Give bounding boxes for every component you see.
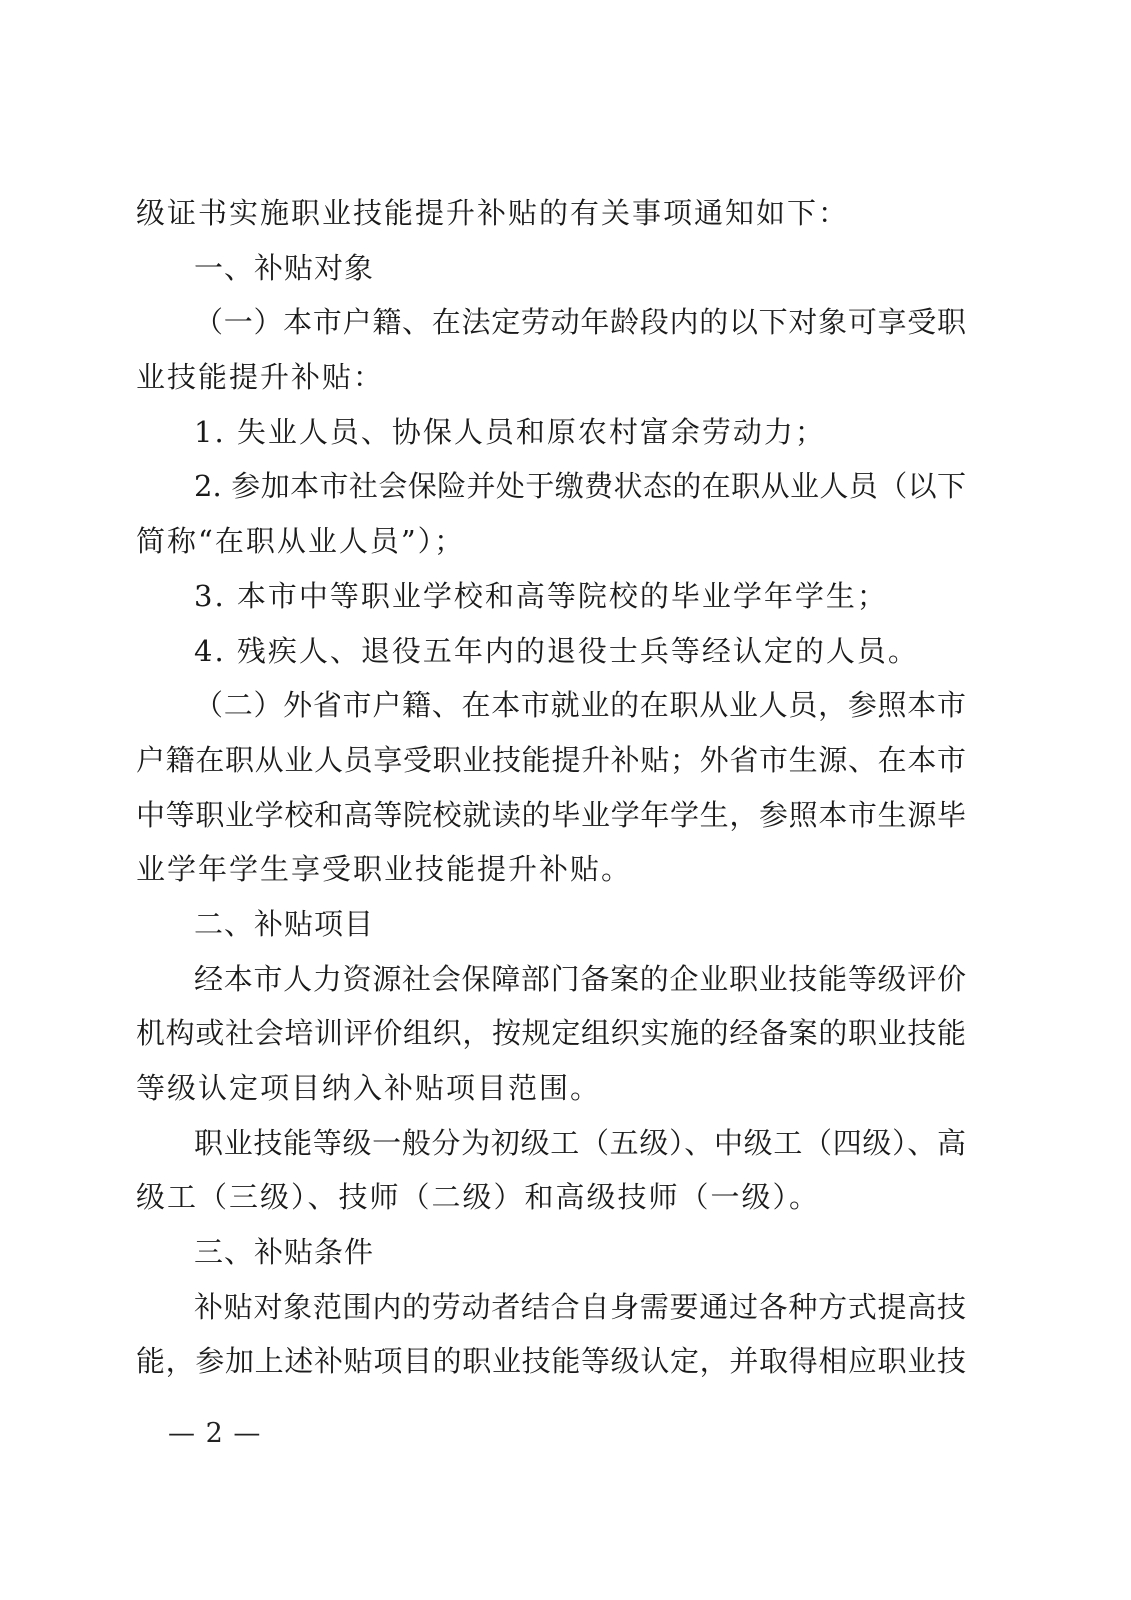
paragraph-line: （一）本市户籍、在法定劳动年龄段内的以下对象可享受职 (194, 305, 966, 340)
paragraph-line: 经本市人力资源社会保障部门备案的企业职业技能等级评价 (194, 961, 966, 996)
list-item: 2. 参加本市社会保险并处于缴费状态的在职从业人员（以下 (194, 469, 966, 504)
paragraph-line: 补贴对象范围内的劳动者结合自身需要通过各种方式提高技 (194, 1289, 966, 1324)
paragraph-line: 业学年学生享受职业技能提升补贴。 (136, 852, 633, 887)
paragraph-line: 机构或社会培训评价组织，按规定组织实施的经备案的职业技能 (136, 1016, 966, 1051)
paragraph-line: （二）外省市户籍、在本市就业的在职从业人员，参照本市 (194, 688, 966, 723)
document-body (136, 186, 966, 1389)
paragraph-line: 业技能提升补贴： (136, 360, 385, 395)
paragraph-line: 能，参加上述补贴项目的职业技能等级认定，并取得相应职业技 (136, 1344, 966, 1379)
paragraph-line: 职业技能等级一般分为初级工（五级）、中级工（四级）、高 (194, 1125, 966, 1160)
page-number: — 2 — (168, 1418, 262, 1449)
section-heading-subsidy-projects: 二、补贴项目 (194, 906, 375, 941)
list-item: 3. 本市中等职业学校和高等院校的毕业学年学生； (194, 578, 888, 613)
paragraph-line: 级工（三级）、技师（二级）和高级技师（一级）。 (136, 1180, 821, 1215)
paragraph-line: 户籍在职从业人员享受职业技能提升补贴；外省市生源、在本市 (136, 742, 966, 777)
section-heading-subsidy-conditions: 三、补贴条件 (194, 1235, 375, 1270)
section-heading-subsidy-targets: 一、补贴对象 (194, 250, 375, 285)
paragraph-line: 中等职业学校和高等院校就读的毕业学年学生，参照本市生源毕 (136, 797, 966, 832)
list-item: 1. 失业人员、协保人员和原农村富余劳动力； (194, 414, 826, 449)
paragraph-line: 简称“在职从业人员”）； (136, 524, 466, 559)
list-item: 4. 残疾人、退役五年内的退役士兵等经认定的人员。 (194, 633, 919, 668)
paragraph-line: 级证书实施职业技能提升补贴的有关事项通知如下： (136, 196, 850, 230)
paragraph-line: 等级认定项目纳入补贴项目范围。 (136, 1071, 602, 1105)
